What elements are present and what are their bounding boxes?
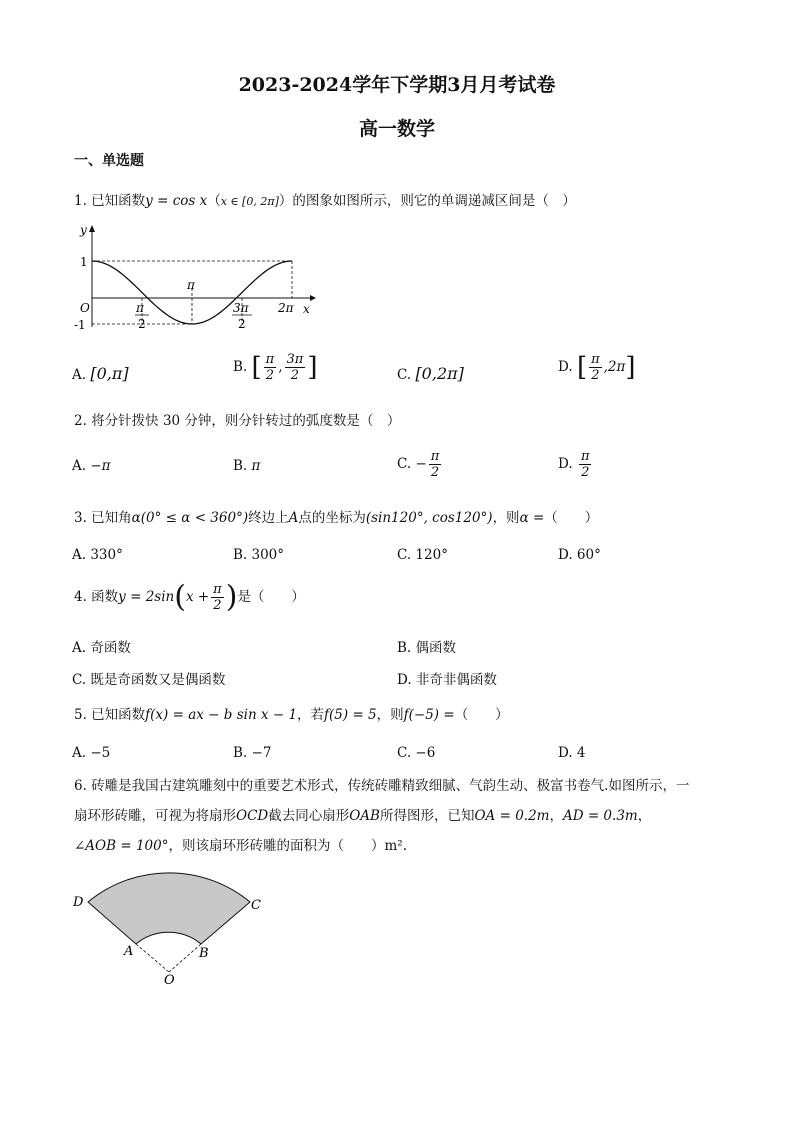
question-2: 2. 将分针拨快 30 分钟，则分针转过的弧度数是（ ） — [74, 413, 401, 429]
option-value: [0,2π] — [415, 364, 464, 383]
q5-text: 5. 已知函数 — [74, 707, 146, 723]
q4-function: y = 2sin — [118, 589, 175, 605]
question-4: 4. 函数y = 2sin(x + $\frac{\pi}{2}$ )是（ ） — [74, 579, 305, 615]
q5-option-c[interactable]: C. −6 — [397, 745, 436, 761]
q1-domain: x ∈ [0, 2π] — [220, 195, 279, 208]
q4-option-d[interactable]: D. 非奇非偶函数 — [397, 672, 497, 688]
q1-option-a[interactable] — [72, 364, 129, 385]
frac-den: 2 — [591, 368, 600, 383]
q4-text: 4. 函数 — [74, 589, 119, 605]
q3-point: A — [288, 510, 299, 526]
option-label: C. — [397, 456, 412, 472]
q1-func: y = cos x — [145, 193, 208, 209]
frac-den: 2 — [265, 368, 275, 383]
option-value: π — [251, 458, 261, 474]
origin-label: O — [80, 301, 90, 315]
frac-num: π — [265, 352, 275, 367]
q6-oa: OA = 0.2m — [474, 808, 550, 824]
q6-angle: ∠AOB = 100° — [74, 838, 169, 854]
frac-den: 2 — [430, 465, 440, 480]
q5-text: ，则 — [376, 707, 404, 723]
question-6-line-3 — [74, 836, 407, 856]
frac-num: π — [430, 449, 440, 464]
option-value: [0,π] — [90, 364, 129, 383]
y-axis-arrow — [89, 225, 95, 232]
frac-num: π — [580, 449, 590, 464]
page-title: 2023-2024学年下学期3月月考试卷 — [238, 74, 556, 96]
q3-text: 3. 已知角 — [74, 510, 132, 526]
frac-num: π — [213, 582, 222, 597]
q6-ad: AD = 0.3m — [562, 808, 638, 824]
option-label: D. — [558, 359, 573, 375]
tick-label-2pi: 2π — [278, 301, 294, 315]
q6-sector-ocd: OCD — [236, 808, 269, 824]
q2-option-a[interactable] — [72, 456, 111, 476]
frac-num: π — [591, 352, 600, 367]
q3-text: （ ） — [544, 510, 599, 526]
tick-label-3pi2-num: 3π — [233, 301, 249, 315]
radius-oa-dashed — [136, 944, 169, 972]
q5-text: （ ） — [454, 707, 509, 723]
q6-text: 扇环形砖雕，可视为将扇形 — [74, 808, 236, 824]
option-label: B. — [233, 359, 248, 375]
q5-condition: f(5) = 5 — [324, 707, 377, 723]
q1-text: 的图象如图所示，则它的单调递减区间是（ ） — [292, 193, 576, 209]
q5-option-a[interactable]: A. −5 — [72, 745, 111, 761]
cosine-graph — [74, 222, 314, 332]
annular-sector — [88, 873, 250, 944]
question-1 — [74, 191, 576, 212]
q3-option-c[interactable]: C. 120° — [397, 547, 448, 563]
q2-option-d[interactable] — [558, 449, 593, 480]
q6-text: 截去同心扇形 — [268, 808, 350, 824]
q3-coordinate: (sin120°, cos120°) — [365, 510, 493, 526]
question-3 — [74, 508, 598, 528]
option-label: D. — [558, 456, 573, 472]
q3-option-b[interactable]: B. 300° — [233, 547, 285, 563]
q6-text: ， — [549, 808, 563, 824]
option-label: B. — [233, 458, 248, 474]
q4-option-a[interactable]: A. 奇函数 — [72, 640, 131, 656]
point-c-label: C — [251, 898, 261, 913]
q4-inner: x + — [185, 589, 210, 605]
option-tail: ,2π — [603, 359, 626, 375]
q4-text: 是（ ） — [237, 589, 305, 605]
annular-sector-figure — [70, 862, 270, 988]
q6-sector-oab: OAB — [349, 808, 380, 824]
radius-ob-dashed — [169, 944, 201, 972]
point-b-label: B — [199, 946, 209, 961]
option-label: C. — [397, 367, 412, 383]
tick-label-3pi2-den: 2 — [238, 317, 246, 331]
q1-domain-close: ） — [278, 193, 293, 209]
q6-text: ， — [637, 808, 652, 824]
option-sign: − — [415, 456, 427, 472]
q3-condition: α(0° ≤ α < 360°) — [131, 510, 249, 526]
q3-option-a[interactable]: A. 330° — [72, 547, 123, 563]
question-6-line-2 — [74, 806, 651, 826]
tick-label-neg1: -1 — [74, 318, 86, 332]
q2-option-c[interactable] — [397, 449, 443, 480]
q1-domain-open: （ — [207, 193, 221, 209]
option-label: A. — [72, 458, 87, 474]
tick-label-pi: π — [187, 278, 195, 292]
q3-text: 终边上 — [248, 510, 289, 526]
x-axis-label: x — [303, 302, 310, 316]
frac-den: 2 — [581, 465, 590, 480]
page-subtitle: 高一数学 — [358, 118, 435, 140]
q5-ask: f(−5) = — [403, 707, 455, 723]
q6-unit: m² — [384, 838, 403, 854]
question-5 — [74, 705, 509, 725]
frac-den: 2 — [213, 598, 222, 613]
y-axis-label: y — [80, 223, 87, 237]
q5-text: ，若 — [297, 707, 325, 723]
q2-option-b[interactable] — [233, 456, 260, 476]
point-d-label: D — [73, 895, 84, 910]
section-title: 一、单选题 — [74, 153, 144, 169]
q6-text: ，则该扇环形砖雕的面积为（ ） — [168, 838, 385, 854]
q6-text: 所得图形，已知 — [379, 808, 475, 824]
frac-den: 2 — [290, 368, 300, 383]
q3-text: 点的坐标为 — [298, 510, 366, 526]
q1-option-b[interactable]: B. [ $\frac{\pi}{2}$ , $\frac{3\pi}{2}$ ] — [233, 352, 318, 383]
q6-text: . — [402, 838, 407, 854]
q5-function: f(x) = ax − b sin x − 1 — [145, 707, 298, 723]
q4-option-c[interactable]: C. 既是奇函数又是偶函数 — [72, 672, 226, 688]
x-axis-arrow — [310, 295, 316, 301]
q3-text: ，则 — [492, 510, 520, 526]
q1-option-d[interactable]: D. [ $\frac{\pi}{2}$ ,2π] — [558, 352, 636, 383]
q1-option-c[interactable] — [397, 364, 464, 385]
point-a-label: A — [124, 944, 134, 959]
q3-ask: α = — [519, 510, 545, 526]
q1-num: 1. 已知函数 — [74, 193, 146, 209]
option-label: A. — [72, 367, 87, 383]
point-o-label: O — [164, 973, 175, 988]
question-6-line-1: 6. 砖雕是我国古建筑雕刻中的重要艺术形式，传统砖雕精致细腻、气韵生动、极富书卷气.如图所示，一 — [74, 778, 690, 794]
q5-option-b[interactable]: B. −7 — [233, 745, 272, 761]
frac-num: 3π — [286, 352, 304, 367]
tick-label-pi2-den: 2 — [138, 317, 146, 331]
option-value: −π — [90, 458, 111, 474]
tick-label-pi2-num: π — [136, 301, 144, 315]
q3-option-d[interactable]: D. 60° — [558, 547, 601, 563]
q5-option-d[interactable]: D. 4 — [558, 745, 586, 761]
q4-option-b[interactable]: B. 偶函数 — [397, 640, 457, 656]
tick-label-1: 1 — [80, 255, 88, 269]
